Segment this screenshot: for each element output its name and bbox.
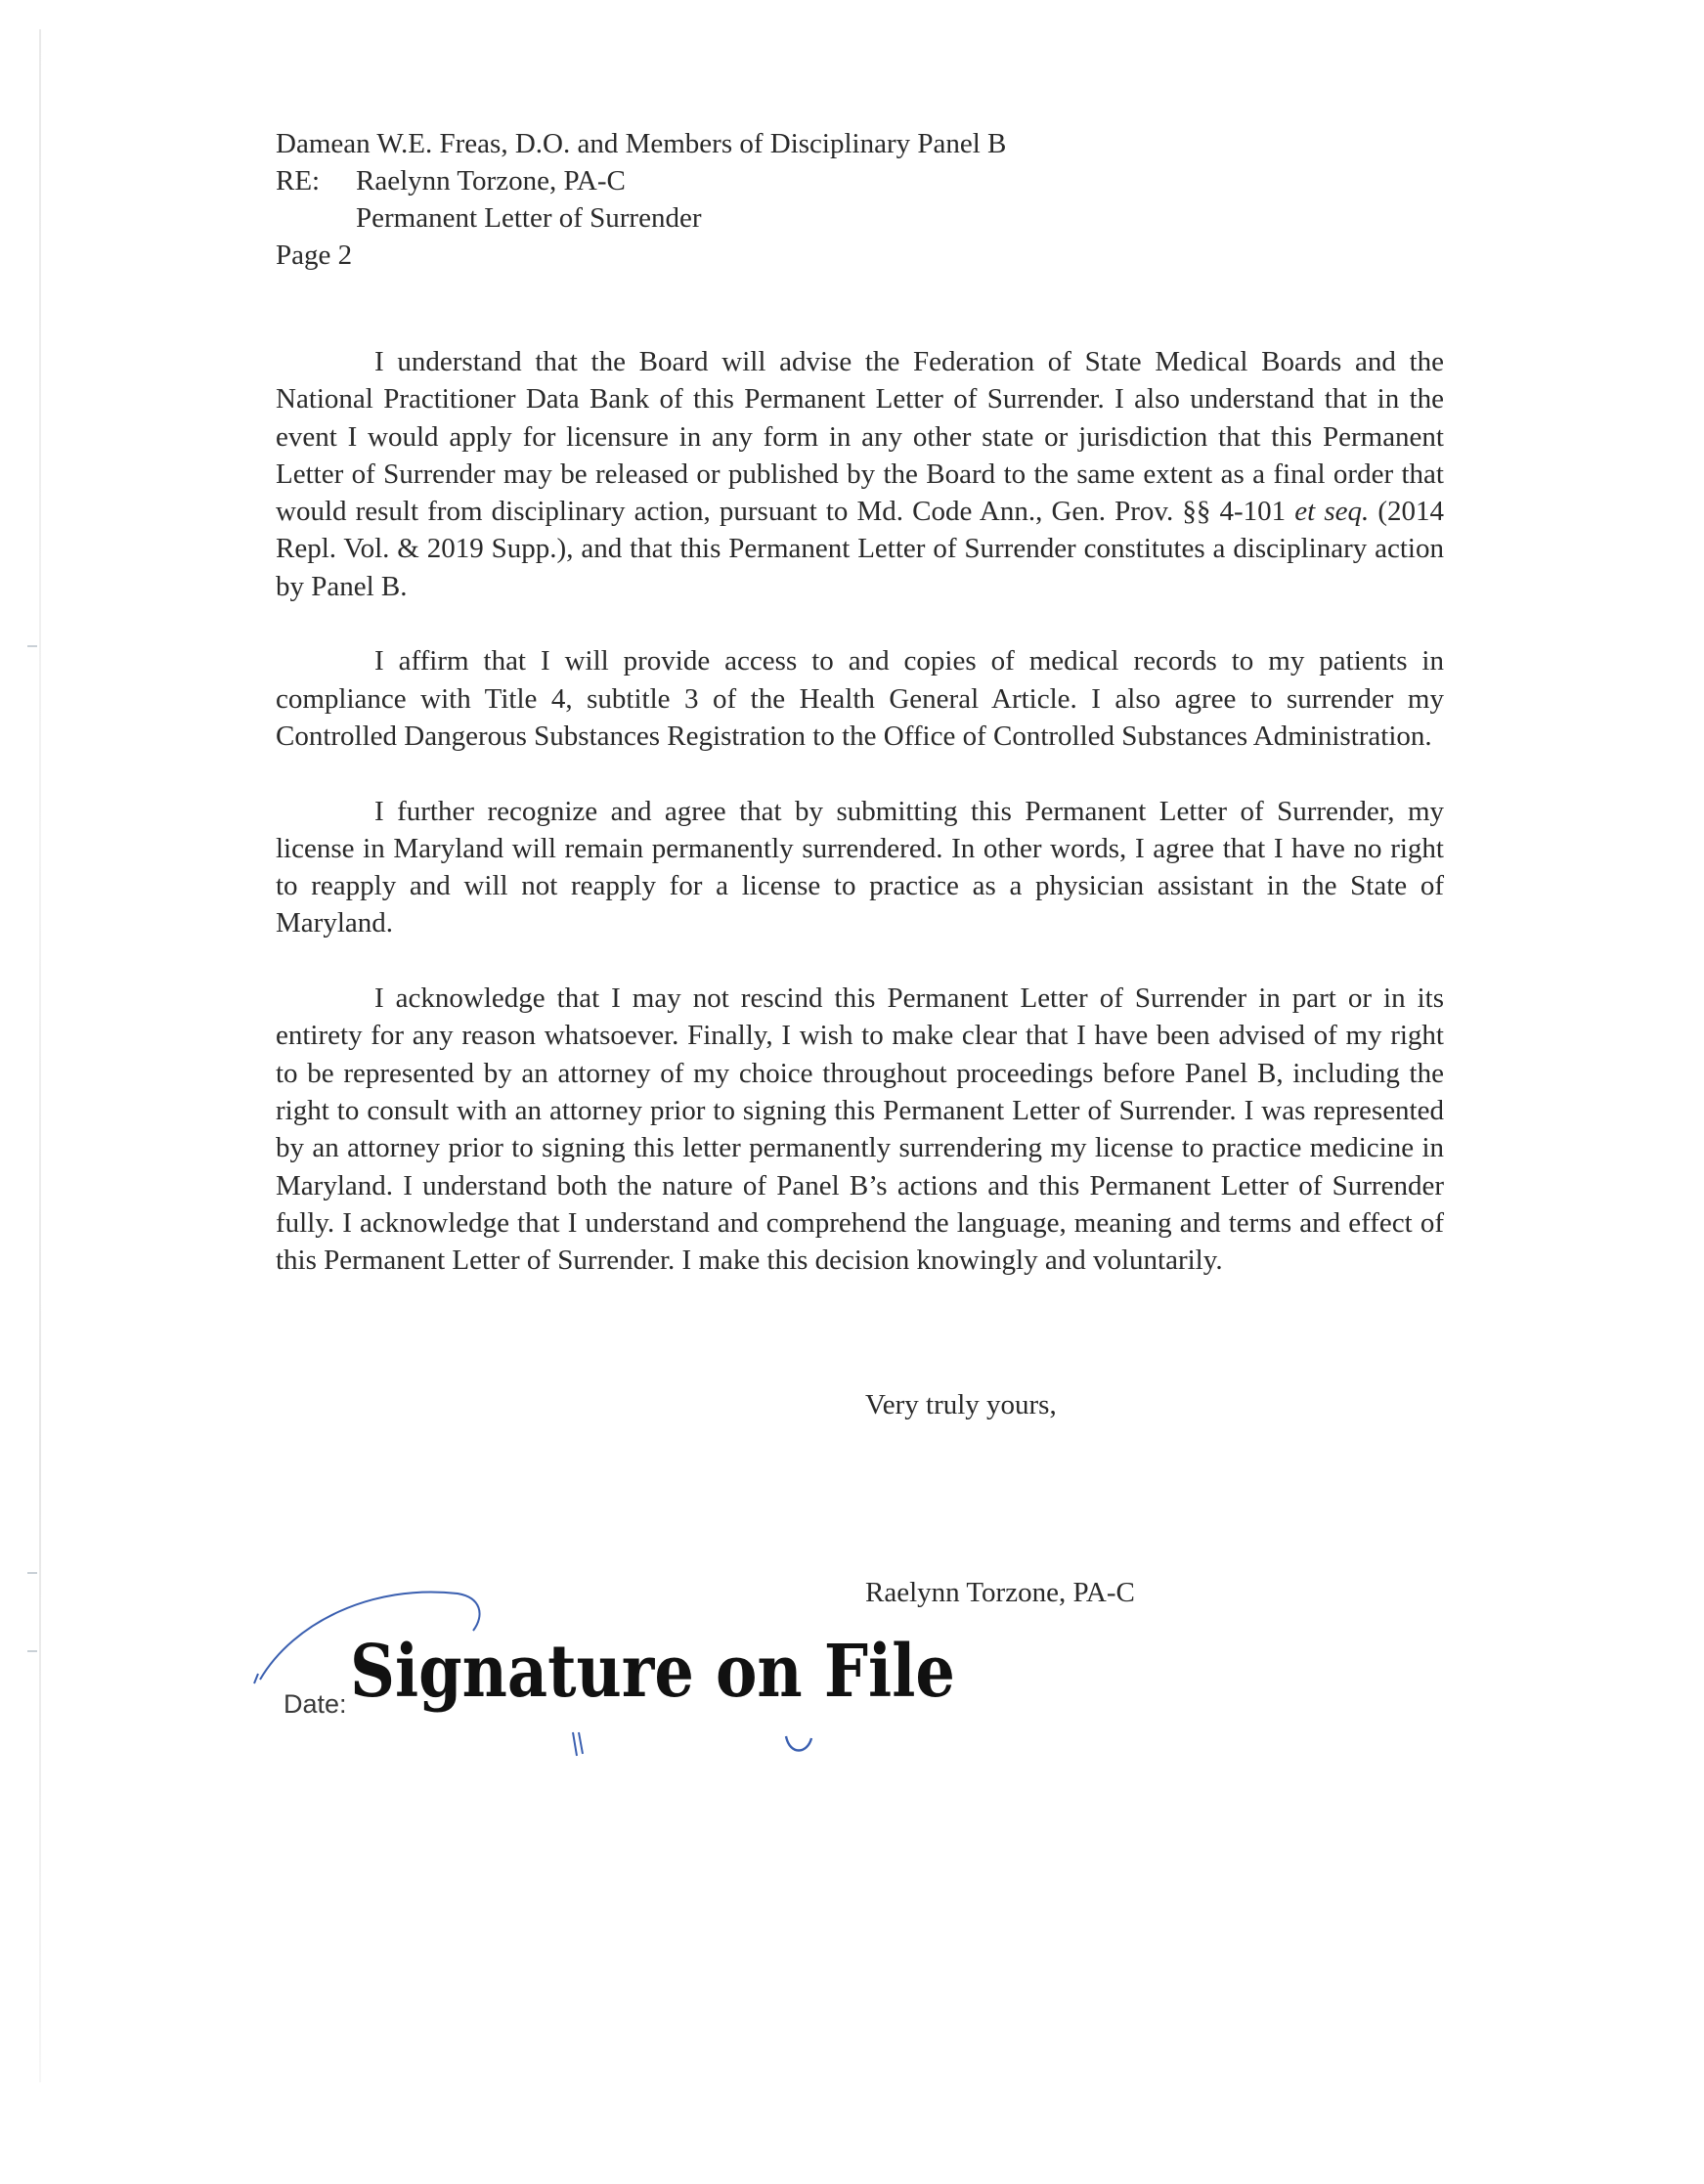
paragraph-notification-text: I understand that the Board will advise the Federation of State Medical Boards and the National Practitioner Data Bank of this Permanent Letter of Surrender. I also understand that in the event I would apply for licensure in any form in any other state or jurisdiction that this Permanent Letter of Surrender may be released or published by the Board to the same extent as a final order that would result from disciplinary action, pursuant to Md. Code Ann., Gen. Prov. §§ 4-101 bbox=[276, 346, 1444, 528]
signer-name: Raelynn Torzone, PA-C bbox=[865, 1577, 1135, 1608]
signature-stroke bbox=[573, 1732, 583, 1756]
re-subject: Permanent Letter of Surrender bbox=[356, 202, 702, 234]
date-label: Date: bbox=[284, 1689, 347, 1719]
addressee-line: Damean W.E. Freas, D.O. and Members of Disciplinary Panel B bbox=[276, 128, 1007, 159]
citation-et-seq: et seq. bbox=[1294, 496, 1370, 528]
signature-stroke bbox=[254, 1674, 258, 1683]
paragraph-records: I affirm that I will provide access to and copies of medical records to my patients in compliance with Title 4, subtitle 3 of the Health General Article. I also agree to surrender my Controlled Dangerous Substances Registration to the Office of Controlled Substances Administration. bbox=[276, 645, 1444, 752]
page-number: Page 2 bbox=[276, 240, 353, 271]
signature-on-file-stamp: Signature on File bbox=[350, 1630, 955, 1714]
signature-stroke bbox=[786, 1736, 811, 1751]
paragraph-permanent: I further recognize and agree that by submitting this Permanent Letter of Surrender, my license in Maryland will remain permanently surrendered. In other words, I agree that I have no right to reapply and will not reapply for a license to practice as a physician assistant in the State of Maryland. bbox=[276, 795, 1444, 939]
re-name: Raelynn Torzone, PA-C bbox=[356, 165, 626, 197]
paragraph-acknowledgement: I acknowledge that I may not rescind this Permanent Letter of Surrender in part or in its entirety for any reason whatsoever. Finally, I wish to make clear that I have been advised of my right to be represented by an attorney of my choice throughout proceedings before Panel B, including the right to consult with an attorney prior to signing this Permanent Letter of Surrender. I was represented by an attorney prior to signing this letter permanently surrendering my license to practice medicine in Maryland. I understand both the nature of Panel B’s actions and this Permanent Letter of Surrender fully. I acknowledge that I understand and comprehend the language, meaning and terms and effect of this Permanent Letter of Surrender. I make this decision knowingly and voluntarily. bbox=[276, 983, 1444, 1277]
closing-salutation: Very truly yours, bbox=[865, 1389, 1057, 1420]
re-label: RE: bbox=[276, 165, 321, 197]
paragraph-notification-text-end: (2014 Repl. Vol. & 2019 Supp.), and that this Permanent Letter of Surrender constitutes a disciplinary action by Panel B. bbox=[276, 496, 1445, 602]
